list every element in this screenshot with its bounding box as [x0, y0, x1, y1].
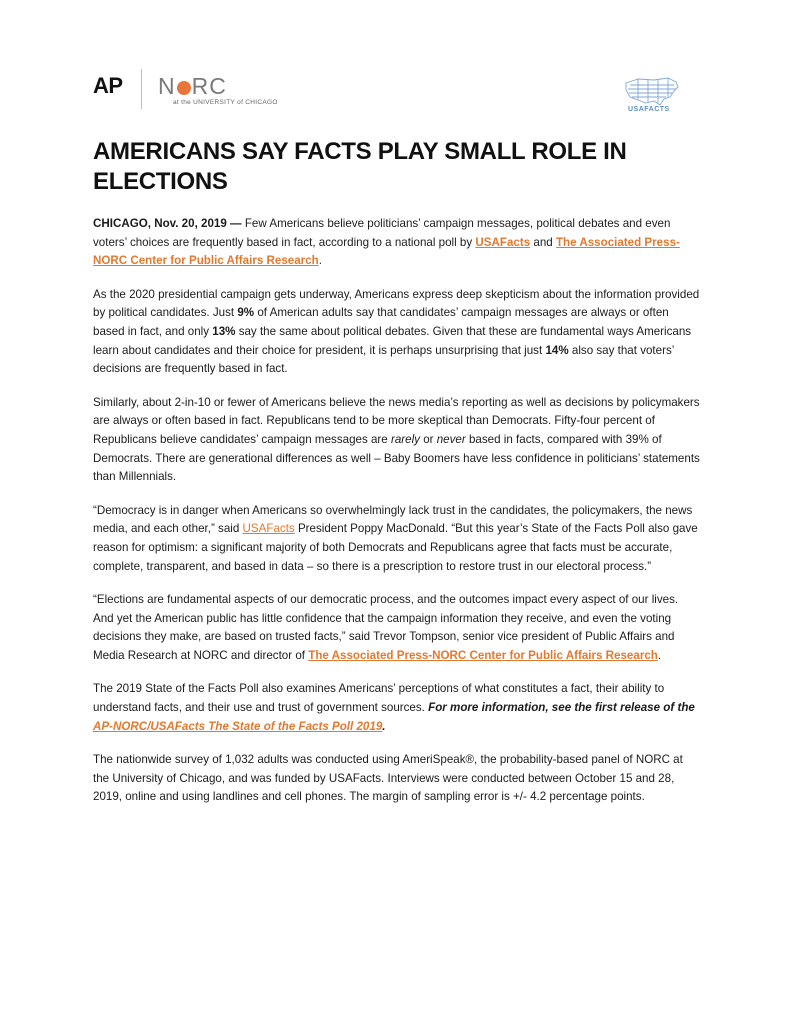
p2-text-d: also say that voters’ decisions are frequently based in fact. [93, 343, 674, 376]
p6-text-a: The 2019 State of the Facts Poll also examines Americans’ perceptions of what constitutes a fact, their ability to understand facts, and their use and trust of government sources. [93, 682, 665, 715]
p2-text-b: of American adults say that candidates’ campaign messages are always or often based in fact, and only [93, 306, 669, 338]
paragraph-quote-macdonald [93, 502, 701, 576]
paragraph-lede [93, 215, 701, 271]
paragraph-2 [93, 286, 701, 379]
p3-rarely: rarely [390, 432, 420, 446]
p3-text-b: based in facts, compared with 39% of Democrats. There are generational differences as well – Baby Boomers have less confidence in politicians’ statements than Millennials. [93, 432, 700, 484]
norc-logo-left: N [158, 73, 176, 99]
paragraph-quote-tompson [93, 591, 701, 665]
stat-debates: 13% [212, 324, 236, 338]
usafacts-link[interactable]: USAFacts [475, 235, 531, 249]
p6-italic: For more information, see the first release of the [428, 701, 695, 715]
stat-campaign-messages: 9% [237, 306, 255, 320]
paragraph-methodology: The nationwide survey of 1,032 adults was conducted using AmeriSpeak®, the probability-based panel of NORC at the University of Chicago, and was funded by USAFacts. Interviews were conducted between October 15 and 28, 2019, online and using landlines and cell phones. The margin of sampling error is +/- 4.2 percentage points. [93, 753, 683, 804]
usafacts-link-2[interactable]: USAFacts [242, 522, 295, 536]
norc-logo-subtitle: at the UNIVERSITY of CHICAGO [173, 99, 278, 106]
norc-logo [158, 73, 227, 100]
p2-text-c: say the same about political debates. Given that these are fundamental ways Americans learn about candidates and their choice for president, it is perhaps unsurprising that just [93, 324, 692, 357]
p2-text-a: As the 2020 presidential campaign gets underway, Americans express deep skepticism about the information provided by political candidates. Just [93, 287, 700, 320]
p3-or: or [419, 432, 437, 446]
headline: AMERICANS SAY FACTS PLAY SMALL ROLE IN ELECTIONS [93, 138, 627, 195]
poll-report-link[interactable]: AP-NORC/USAFacts The State of the Facts Poll 2019 [93, 719, 383, 733]
lede-connector: and [530, 235, 556, 249]
lede-end: . [318, 254, 322, 268]
usafacts-logo-text: USAFACTS [628, 106, 670, 113]
norc-logo-right: RC [191, 73, 227, 99]
p3-text-a: Similarly, about 2-in-10 or fewer of Americans believe the news media’s reporting as well as decisions by policymakers are always or often based in fact. Republicans tend to be more skeptical than Democrats. Fifty-four percent of Republicans believe candidates’ campaign messages are [93, 395, 700, 446]
lede-text: Few Americans believe politicians’ campaign messages, political debates and even voters’ choices are frequently based in fact, according to a national poll by [93, 217, 671, 249]
p4-text-b: President Poppy MacDonald. “But this year’s State of the Facts Poll also gave reason for optimism: a significant majority of both Democrats and Republicans agree that facts must be accurate, complete, transparent, and based in data – so there is a prescription to restore trust in our electoral process.” [93, 522, 698, 573]
ap-norc-center-link-2[interactable]: The Associated Press-NORC Center for Public Affairs Research [308, 648, 658, 662]
paragraph-3 [93, 394, 701, 487]
p5-text-b: . [657, 648, 662, 662]
p4-text-a: “Democracy is in danger when Americans so overwhelmingly lack trust in the candidates, the policymakers, the news media, and each other,” said [93, 503, 693, 536]
article-body [93, 215, 701, 822]
paragraph-6 [93, 680, 701, 736]
norc-logo-dot [177, 81, 191, 95]
stat-voter-decisions: 14% [545, 343, 569, 357]
p6-text-b: . [382, 719, 386, 733]
p3-never: never [436, 432, 466, 446]
p5-text-a: “Elections are fundamental aspects of our democratic process, and the outcomes impact every aspect of our lives. And yet the American public has little confidence that the campaign information they receive, and even the voting decisions they make, are based on trusted facts,” said Trevor Tompson, senior vice president of Public Affairs and Media Research at NORC and director of [93, 593, 679, 662]
ap-norc-center-link[interactable]: The Associated Press-NORC Center for Public Affairs Research [93, 235, 680, 268]
logo-divider [141, 69, 142, 109]
ap-logo: AP [93, 73, 123, 98]
dateline: CHICAGO, Nov. 20, 2019 — [93, 217, 242, 230]
